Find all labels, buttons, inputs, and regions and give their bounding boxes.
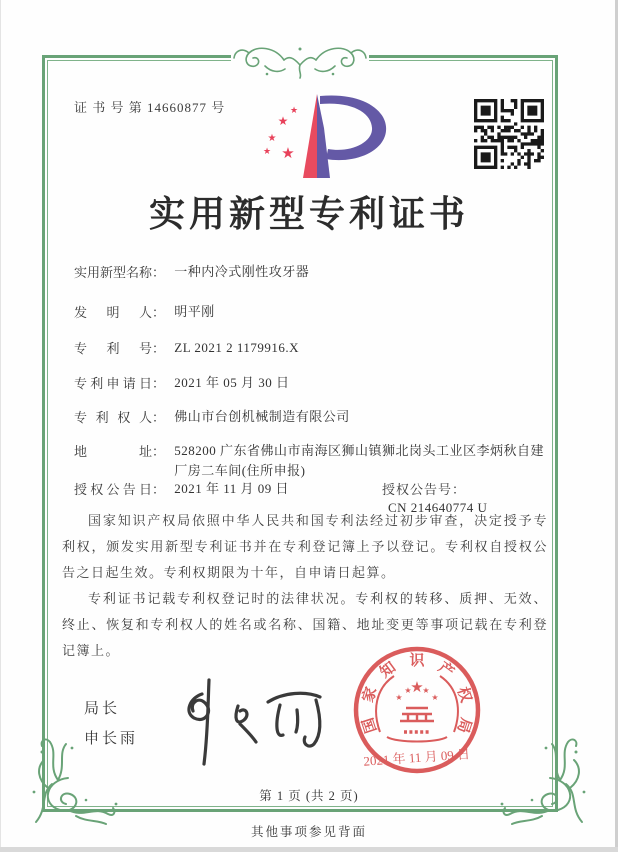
svg-text:★: ★ [262, 147, 272, 157]
field-row-utility-model-name: 实用新型名称： 一种内冷式刚性攻牙器 [74, 264, 310, 280]
commissioner-signature [168, 668, 343, 773]
cnipa-logo [250, 88, 395, 188]
svg-text:局: 局 [453, 715, 474, 735]
scan-edge-bottom [0, 847, 618, 852]
field-row-patent-number: 专利号： ZL 2021 2 1179916.X [74, 340, 300, 356]
field-label: 专利权人 [74, 410, 152, 425]
svg-text:产: 产 [435, 659, 457, 682]
commissioner-block [84, 694, 138, 754]
svg-text:★: ★ [431, 693, 439, 702]
field-value: 明平刚 [174, 304, 215, 319]
certificate-title: 实用新型专利证书 [148, 194, 469, 234]
field-value: CN 214640774 U [388, 500, 488, 515]
field-label: 专利号 [74, 341, 152, 356]
field-value: 一种内冷式刚性攻牙器 [174, 264, 310, 279]
field-label: 授权公告日 [74, 482, 152, 497]
scan-edge-left [0, 0, 1, 852]
field-label: 授权公告号 [382, 482, 453, 497]
svg-text:★: ★ [395, 693, 403, 702]
field-label: 实用新型名称 [74, 265, 153, 280]
svg-text:★: ★ [267, 133, 277, 144]
field-row-address: 地址： 528200 广东省佛山市南海区狮山镇狮北岗头工业区李炳秋自建厂房二车间(住所申报) [74, 441, 554, 481]
legal-paragraph-2: 专利证书记载专利权登记时的法律状况。专利权的转移、质押、无效、终止、恢复和专利权人的姓名或名称、国籍、地址变更等事项记载在专利登记簿上。 [62, 591, 548, 658]
qr-code [474, 99, 544, 169]
svg-text:家: 家 [360, 685, 381, 705]
field-row-patentee: 专利权人： 佛山市台创机械制造有限公司 [74, 409, 350, 425]
field-value: ZL 2021 2 1179916.X [174, 340, 300, 355]
legal-paragraph-1: 国家知识产权局依照中华人民共和国专利法经过初步审查，决定授予专利权，颁发实用新型专利证书并在专利登记簿上予以登记。专利权自授权公告之日起生效。专利权期限为十年，自申请日起算。 [62, 513, 548, 580]
svg-text:★: ★ [422, 686, 430, 695]
field-grant-number: 授权公告号： CN 214640774 U [382, 479, 554, 518]
field-value: 528200 广东省佛山市南海区狮山镇狮北岗头工业区李炳秋自建厂房二车间(住所申报) [174, 443, 545, 478]
certificate-number: 证 书 号 第 14660877 号 [74, 100, 226, 115]
commissioner-name: 申长雨 [84, 731, 139, 747]
svg-text:权: 权 [453, 685, 474, 705]
svg-text:★: ★ [281, 144, 295, 162]
field-label: 专利申请日 [74, 376, 152, 391]
field-value: 2021 年 05 月 30 日 [174, 375, 290, 390]
svg-text:识: 识 [409, 653, 425, 669]
svg-text:知: 知 [377, 659, 399, 682]
page-indicator: 第 1 页 (共 2 页) [259, 789, 359, 803]
svg-text:★: ★ [289, 106, 299, 116]
field-row-grant: 授权公告日： 2021 年 11 月 09 日 授权公告号： CN 214640774 U [74, 479, 554, 499]
national-emblem [376, 676, 458, 742]
svg-text:★: ★ [277, 114, 289, 128]
official-seal [342, 640, 492, 790]
back-side-note: 其他事项参见背面 [250, 825, 367, 839]
field-row-filing-date: 专利申请日： 2021 年 05 月 30 日 [74, 375, 290, 391]
seal-date: 2021 年 11 月 09 日 [362, 746, 471, 769]
field-value: 2021 年 11 月 09 日 [174, 481, 290, 496]
field-label: 地址 [74, 444, 152, 459]
svg-text:★: ★ [404, 686, 412, 695]
field-value: 佛山市台创机械制造有限公司 [174, 409, 350, 424]
commissioner-title: 局长 [84, 701, 121, 717]
field-label: 发明人 [74, 305, 152, 320]
svg-text:国: 国 [360, 715, 381, 735]
svg-text:★: ★ [410, 678, 424, 696]
field-row-inventor: 发明人： 明平刚 [74, 304, 215, 320]
